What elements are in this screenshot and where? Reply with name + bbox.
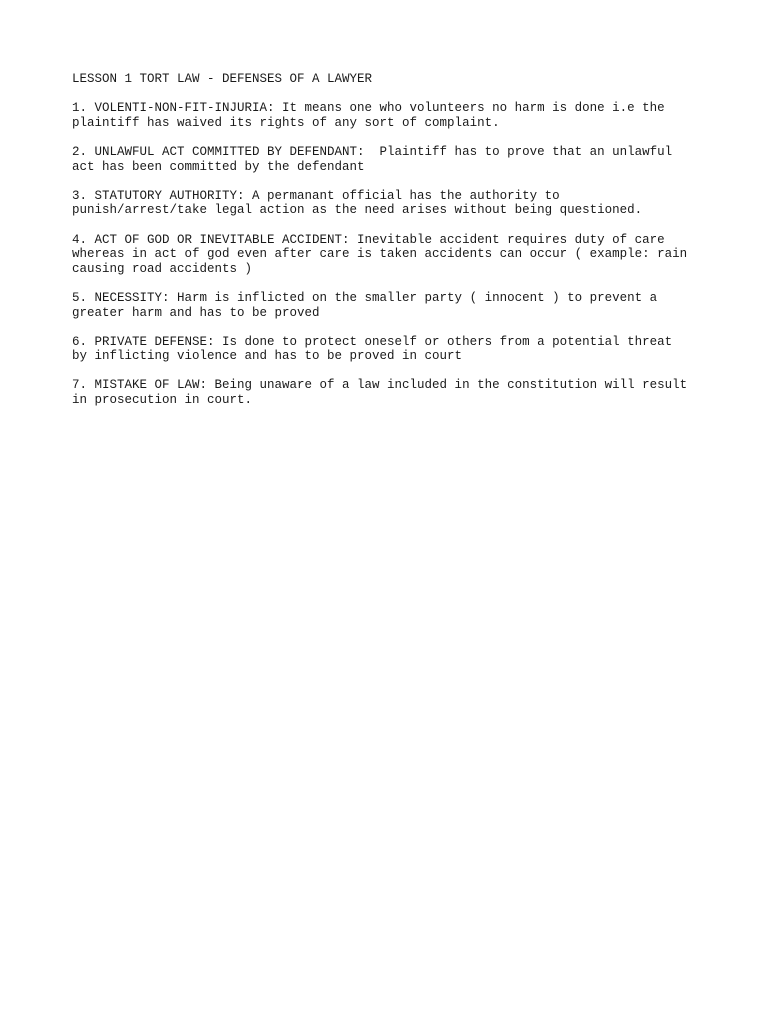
paragraph-line: in prosecution in court.: [72, 393, 253, 408]
paragraph-line: plaintiff has waived its rights of any sort of complaint.: [72, 115, 500, 130]
paragraph-line: 5. NECESSITY: Harm is inflicted on the smaller party ( innocent ) to prevent a: [72, 290, 658, 305]
paragraph-volenti: [72, 101, 702, 130]
paragraph-line: 2. UNLAWFUL ACT COMMITTED BY DEFENDANT: Plaintiff has to prove that an unlawful: [72, 144, 673, 159]
paragraph-line: by inflicting violence and has to be proved in court: [72, 349, 463, 364]
paragraph-line: punish/arrest/take legal action as the need arises without being questioned.: [72, 203, 643, 218]
paragraph-line: 6. PRIVATE DEFENSE: Is done to protect oneself or others from a potential threat: [72, 334, 673, 349]
paragraph-mistake-of-law: [72, 378, 702, 407]
paragraph-line: 7. MISTAKE OF LAW: Being unaware of a law included in the constitution will result: [72, 378, 688, 393]
paragraph-line: whereas in act of god even after care is taken accidents can occur ( example: rain: [72, 247, 688, 262]
document-body: [72, 72, 702, 422]
paragraph-line: act has been committed by the defendant: [72, 159, 365, 174]
paragraph-act-of-god: [72, 233, 702, 277]
paragraph-private-defense: [72, 335, 702, 364]
paragraph-line: 3. STATUTORY AUTHORITY: A permanant official has the authority to: [72, 188, 560, 203]
document-title: LESSON 1 TORT LAW - DEFENSES OF A LAWYER: [72, 72, 373, 86]
paragraph-statutory-authority: [72, 189, 702, 218]
paragraph-line: 1. VOLENTI-NON-FIT-INJURIA: It means one who volunteers no harm is done i.e the: [72, 101, 665, 116]
paragraph-unlawful-act: [72, 145, 702, 174]
paragraph-line: 4. ACT OF GOD OR INEVITABLE ACCIDENT: Inevitable accident requires duty of care: [72, 232, 665, 247]
paragraph-necessity: [72, 291, 702, 320]
paragraph-line: causing road accidents ): [72, 261, 253, 276]
paragraph-line: greater harm and has to be proved: [72, 305, 320, 320]
